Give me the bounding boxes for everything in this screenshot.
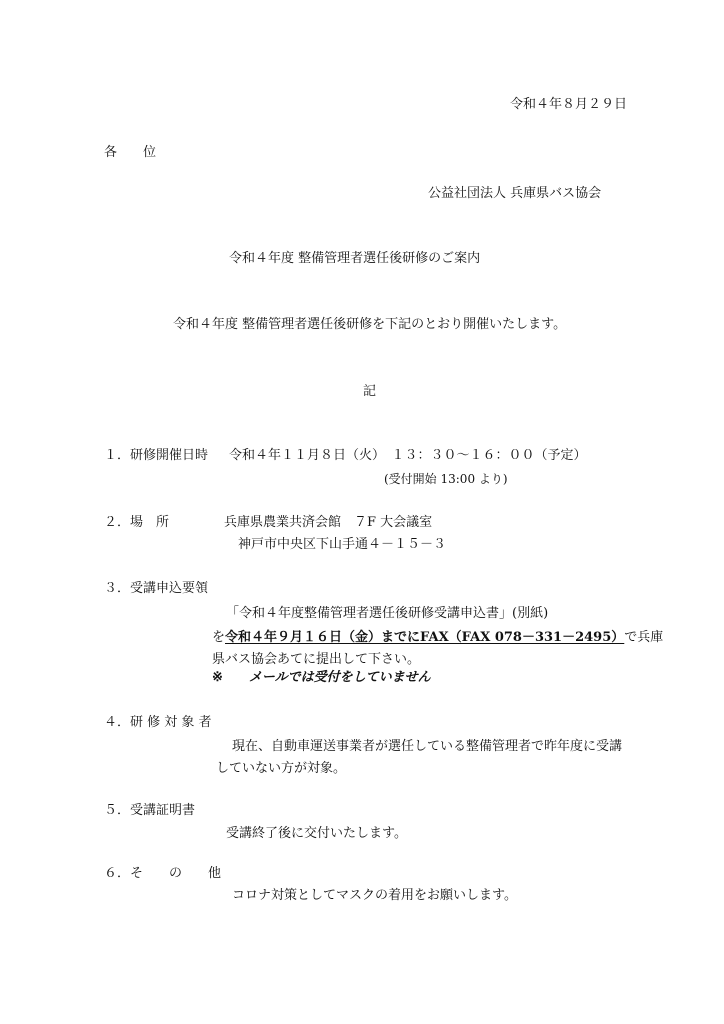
section-4-heading: ４．研 修 対 象 者 (104, 715, 212, 730)
section-2-heading: ２．場 所 (104, 515, 170, 530)
document-date: 令和４年８月２９日 (510, 97, 628, 112)
section-4-line-2: していない方が対象。 (216, 761, 347, 776)
document-title: 令和４年度 整備管理者選任後研修のご案内 (229, 251, 481, 266)
section-6-line-1: コロナ対策としてマスクの着用をお願いします。 (232, 888, 517, 903)
section-3-suffix: で兵庫 (624, 630, 664, 645)
section-3-note (212, 670, 431, 686)
note-text: メールでは受付をしていません (248, 670, 431, 685)
intro-text: 令和４年度 整備管理者選任後研修を下記のとおり開催いたします。 (173, 317, 567, 332)
section-1-reception: (受付開始 13:00 より) (384, 472, 508, 486)
section-6-heading: ６．そ の 他 (104, 866, 222, 881)
section-5-heading: ５．受講証明書 (104, 803, 196, 818)
section-5-line-1: 受講終了後に交付いたします。 (226, 826, 407, 841)
section-3-prefix: を (212, 630, 226, 645)
section-3-form-name: 「令和４年度整備管理者選任後研修受講申込書」(別紙) (226, 606, 549, 621)
addressee: 各 位 (104, 145, 157, 160)
section-2-address: 神戸市中央区下山手通４－１５－３ (238, 537, 447, 552)
sender-organization: 公益社団法人 兵庫県バス協会 (428, 186, 602, 201)
section-4-line-1: 現在、自動車運送事業者が選任している整備管理者で昨年度に受講 (232, 739, 623, 754)
section-3-submit-line (212, 630, 663, 646)
section-2-venue: 兵庫県農業共済会館 ７F 大会議室 (224, 515, 433, 530)
note-mark: ※ (212, 670, 223, 685)
section-1-heading: １．研修開催日時 (104, 448, 209, 463)
section-1-datetime: 令和４年１１月８日（火） １３：３０～１６：００（予定） (229, 448, 587, 463)
ki-heading: 記 (363, 384, 377, 399)
section-3-heading: ３．受講申込要領 (104, 581, 209, 596)
section-3-submit-line-2: 県バス協会あてに提出して下さい。 (212, 652, 421, 667)
section-3-deadline: 令和４年９月１６日（金）までにFAX（FAX 078－331－2495） (225, 630, 625, 645)
